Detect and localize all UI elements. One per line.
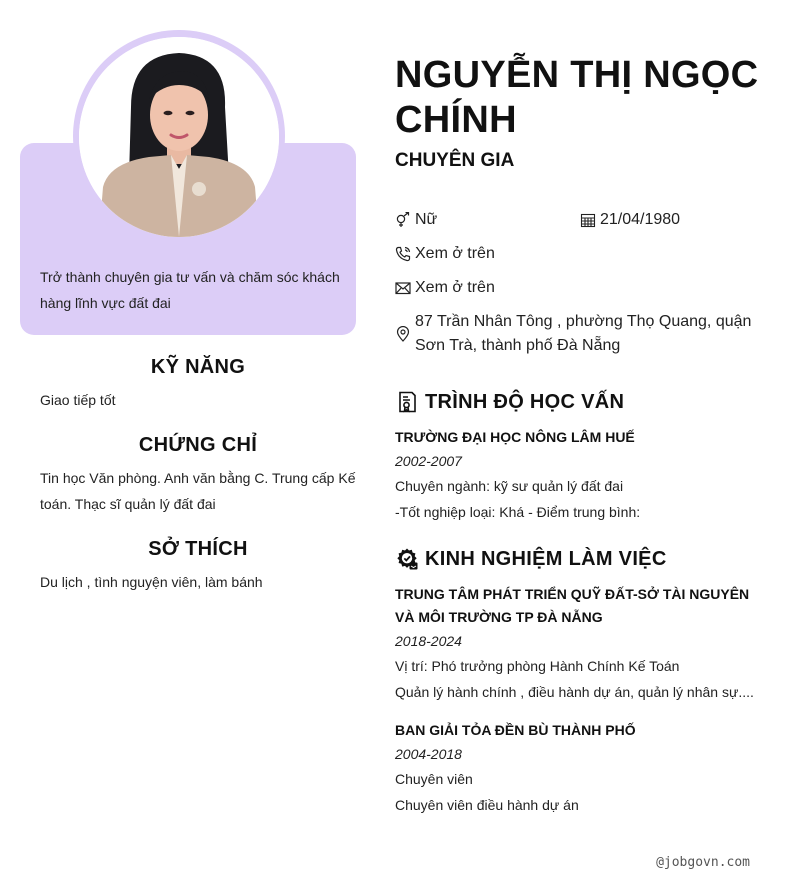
- avatar: [79, 37, 279, 237]
- gear-check-icon: [395, 546, 419, 572]
- phone-row: [395, 242, 495, 266]
- job-1-duties: Quản lý hành chính , điều hành dự án, quản lý nhân sự....: [395, 684, 754, 700]
- location-icon: [395, 310, 415, 358]
- footer-watermark: @jobgovn.com: [656, 855, 750, 870]
- experience-title: KINH NGHIỆM LÀM VIỆC: [425, 547, 667, 570]
- career-objective: Trở thành chuyên gia tư vấn và chăm sóc khách hàng lĩnh vực đất đai: [40, 269, 340, 311]
- education-grade: -Tốt nghiệp loại: Khá - Điểm trung bình:: [395, 504, 641, 520]
- hobbies-text: Du lịch , tình nguyện viên, làm bánh: [40, 574, 263, 590]
- candidate-title: CHUYÊN GIA: [395, 150, 515, 171]
- certificate-icon: [395, 389, 419, 415]
- address-value: 87 Trần Nhân Tông , phường Thọ Quang, quận Sơn Trà, thành phố Đà Nẵng: [415, 313, 752, 354]
- email-row: [395, 276, 495, 300]
- job-1-org: TRUNG TÂM PHÁT TRIỂN QUỸ ĐẤT-SỞ TÀI NGUYÊN VÀ MÔI TRƯỜNG TP ĐÀ NẴNG: [395, 586, 750, 625]
- school-name: TRƯỜNG ĐẠI HỌC NÔNG LÂM HUẾ: [395, 429, 635, 445]
- address-row: [395, 310, 755, 358]
- phone-value: Xem ở trên: [415, 245, 495, 262]
- calendar-icon: [580, 208, 600, 232]
- certificates-text: Tin học Văn phòng. Anh văn bằng C. Trung cấp Kế toán. Thạc sĩ quản lý đất đai: [40, 470, 356, 512]
- job-2-position: Chuyên viên: [395, 771, 473, 787]
- birthdate-row: [580, 208, 680, 232]
- job-2-org: BAN GIẢI TỎA ĐỀN BÙ THÀNH PHỐ: [395, 722, 636, 738]
- avatar-photo: [79, 37, 279, 237]
- mail-icon: [395, 276, 415, 300]
- skills-title: KỸ NĂNG: [150, 356, 246, 378]
- job-1-position: Vị trí: Phó trưởng phòng Hành Chính Kế Toán: [395, 658, 680, 674]
- job-2-duties: Chuyên viên điều hành dự án: [395, 797, 579, 813]
- job-1-period: 2018-2024: [395, 633, 462, 649]
- email-value: Xem ở trên: [415, 279, 495, 296]
- phone-icon: [395, 242, 415, 266]
- gender-row: [395, 208, 437, 232]
- birthdate-value: 21/04/1980: [600, 211, 681, 228]
- education-major: Chuyên ngành: kỹ sư quản lý đất đai: [395, 478, 624, 494]
- education-title: TRÌNH ĐỘ HỌC VẤN: [425, 390, 625, 413]
- certificates-title: CHỨNG CHỈ: [138, 434, 258, 456]
- candidate-name: NGUYỄN THỊ NGỌC CHÍNH: [395, 54, 759, 141]
- experience-section-title: [395, 546, 667, 572]
- hobbies-title: SỞ THÍCH: [148, 538, 248, 560]
- gender-value: Nữ: [415, 211, 438, 228]
- job-2-period: 2004-2018: [395, 746, 462, 762]
- education-section-title: [395, 389, 624, 415]
- education-period: 2002-2007: [395, 453, 462, 469]
- gender-icon: [395, 208, 415, 232]
- skills-text: Giao tiếp tốt: [40, 392, 116, 408]
